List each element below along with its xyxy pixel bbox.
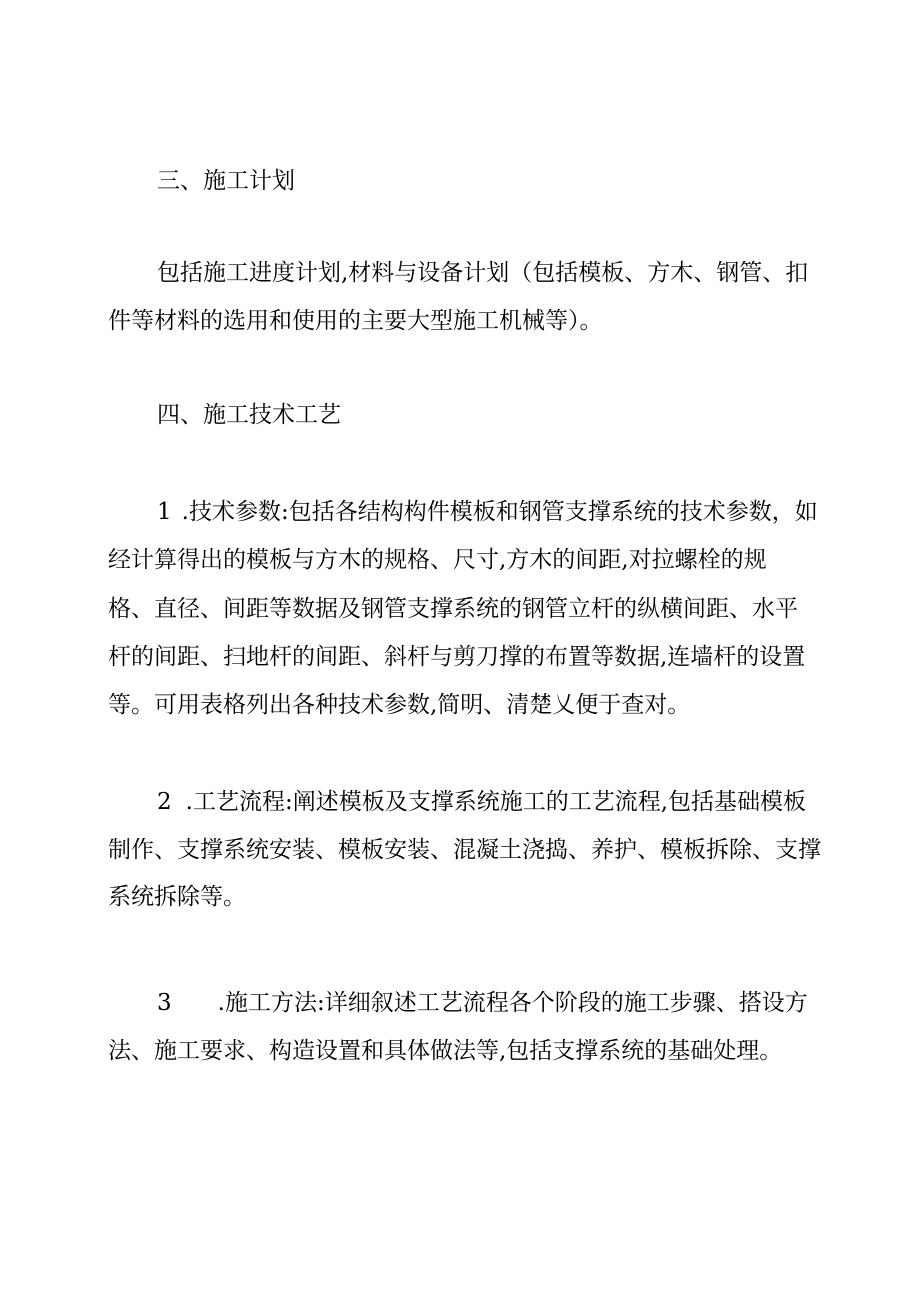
- list-number: 1: [157, 499, 172, 525]
- paragraph-line: 件等材料的选用和使用的主要大型施工机械等）。: [108, 308, 603, 334]
- list-item-text: .技术参数:包括各结构构件模板和钢管支撑系统的技术参数，如: [181, 499, 818, 525]
- list-item-text: .施工方法:详细叙述工艺流程各个阶段的施工步骤、搭设方: [217, 990, 808, 1016]
- paragraph-line: 制作、支撑系统安装、模板安装、混凝土浇捣、养护、模板拆除、支撑: [108, 837, 821, 863]
- section-heading-3: 三、施工计划: [157, 168, 295, 194]
- paragraph-line: 杆的间距、扫地杆的间距、斜杆与剪刀撑的布置等数据,连墙杆的设置: [108, 644, 806, 670]
- paragraph-line: 格、直径、间距等数据及钢管支撑系统的钢管立杆的纵横间距、水平: [108, 596, 798, 622]
- list-item-3-first-line: [157, 988, 808, 1018]
- list-item-2-first-line: [157, 787, 806, 817]
- paragraph-line: 经计算得出的模板与方木的规格、尺寸,方木的间距,对拉螺栓的规: [108, 547, 767, 573]
- paragraph-line: 系统拆除等。: [108, 884, 246, 910]
- list-number: 3: [157, 990, 172, 1016]
- section-heading-4: 四、施工技术工艺: [157, 402, 341, 428]
- paragraph-line: 包括施工进度计划,材料与设备计划（包括模板、方木、钢管、扣: [157, 260, 809, 286]
- paragraph-line: 等。可用表格列出各种技术参数,简明、清楚乂便于查对。: [108, 692, 691, 718]
- list-item-1-first-line: [157, 497, 818, 527]
- list-number: 2: [157, 789, 172, 815]
- paragraph-line: 法、施工要求、构造设置和具体做法等,包括支撑系统的基础处理。: [108, 1038, 783, 1064]
- list-item-text: .工艺流程:阐述模板及支撑系统施工的工艺流程,包括基础模板: [185, 789, 807, 815]
